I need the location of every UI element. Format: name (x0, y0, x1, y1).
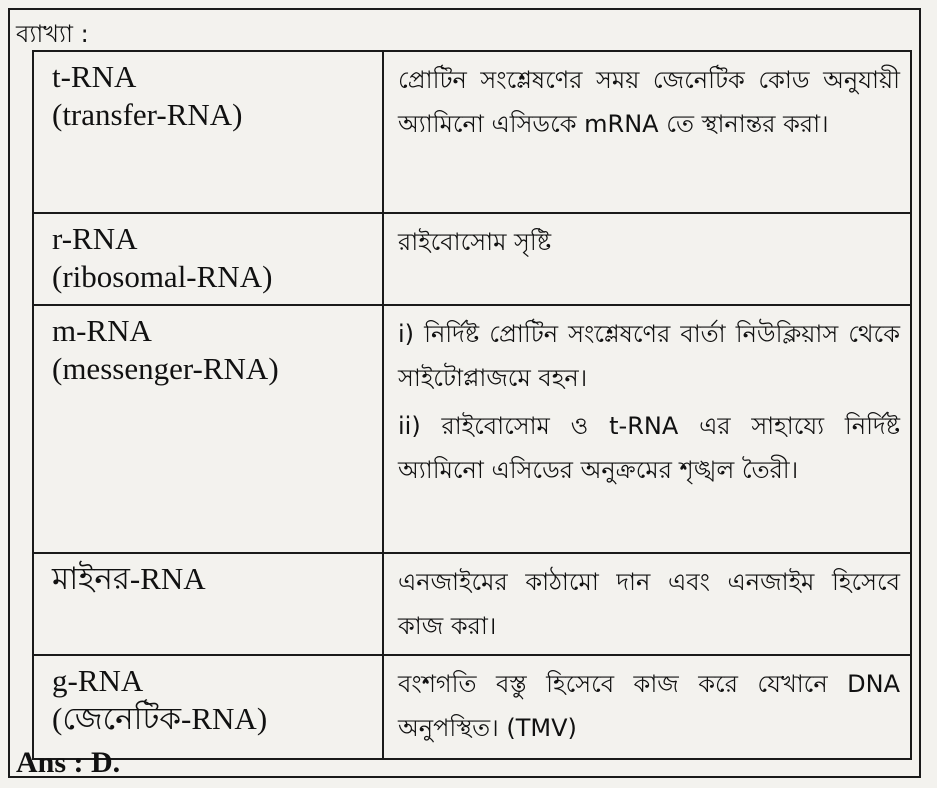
description-cell (383, 655, 911, 759)
description-cell (383, 305, 911, 553)
table-row-m-rna (33, 305, 911, 553)
term-full-name: (transfer-RNA) (52, 97, 243, 132)
table-row-t-rna (33, 51, 911, 213)
explanation-box (8, 8, 921, 778)
term-cell (33, 51, 383, 213)
answer-label: Ans : D. (16, 746, 121, 779)
explanation-heading: ব্যাখ্যা : (16, 20, 89, 48)
term-full-name: (messenger-RNA) (52, 351, 279, 386)
table-row-g-rna (33, 655, 911, 759)
term-name: g-RNA (52, 663, 144, 698)
description-cell (383, 213, 911, 305)
term-cell (33, 655, 383, 759)
description-text: রাইবোসোম সৃষ্টি (398, 228, 552, 256)
term-cell (33, 305, 383, 553)
description-point-1: i) নির্দিষ্ট প্রোটিন সংশ্লেষণের বার্তা নিউক্লিয়াস থেকে সাইটোপ্লাজমে বহন। (398, 320, 900, 392)
term-full-name: (ribosomal-RNA) (52, 259, 273, 294)
term-cell (33, 213, 383, 305)
description-text: এনজাইমের কাঠামো দান এবং এনজাইম হিসেবে কাজ করা। (398, 568, 900, 640)
table-row-minor-rna (33, 553, 911, 655)
table-row-r-rna (33, 213, 911, 305)
term-cell (33, 553, 383, 655)
term-name: m-RNA (52, 313, 152, 348)
term-name: t-RNA (52, 59, 137, 94)
description-point-2: ii) রাইবোসোম ও t-RNA এর সাহায্যে নির্দিষ্ট অ্যামিনো এসিডের অনুক্রমের শৃঙ্খল তৈরী। (398, 412, 900, 484)
description-cell (383, 51, 911, 213)
description-text: বংশগতি বস্তু হিসেবে কাজ করে যেখানে DNA অনুপস্থিত। (TMV) (398, 670, 900, 742)
description-cell (383, 553, 911, 655)
term-full-name: (জেনেটিক-RNA) (52, 701, 268, 736)
term-name: মাইনর-RNA (52, 561, 206, 596)
description-text: প্রোটিন সংশ্লেষণের সময় জেনেটিক কোড অনুযায়ী অ্যামিনো এসিডকে mRNA তে স্থানান্তর করা। (398, 66, 900, 138)
term-name: r-RNA (52, 221, 138, 256)
rna-types-table (32, 50, 912, 760)
